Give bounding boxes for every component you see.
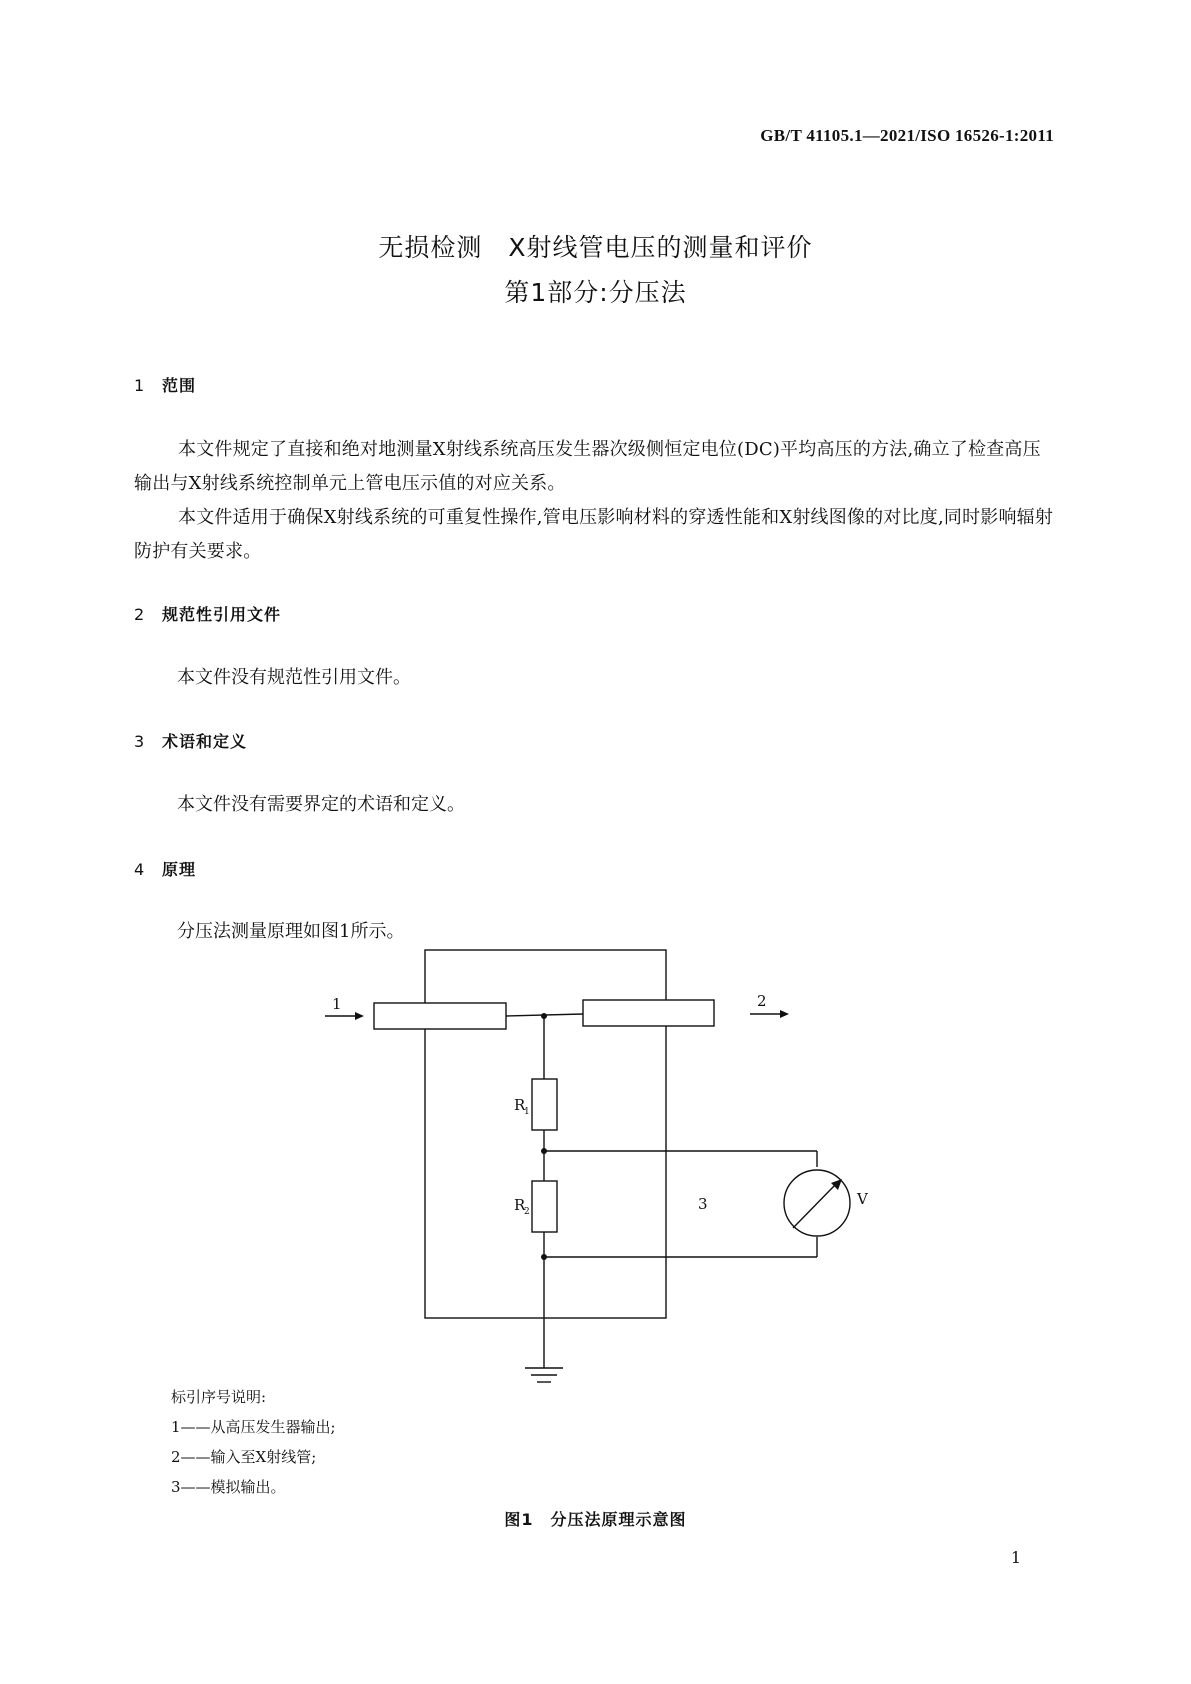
resistor-r1 <box>532 1079 557 1130</box>
voltmeter-needle-arrowhead <box>831 1179 842 1190</box>
section-heading-terms <box>134 729 247 752</box>
resistor-r2 <box>532 1181 557 1232</box>
section-number: 3 <box>134 732 146 751</box>
label-r2-subscript: 2 <box>524 1207 530 1217</box>
junction-dot <box>541 1013 547 1019</box>
voltmeter <box>784 1170 850 1236</box>
junction-dot <box>541 1254 547 1260</box>
section-number: 2 <box>134 605 146 624</box>
label-voltmeter: V <box>857 1190 868 1208</box>
enclosure-box <box>425 950 666 1318</box>
section-heading-refs <box>134 602 281 625</box>
section-number: 4 <box>134 860 146 879</box>
section-heading-scope <box>134 373 196 396</box>
scope-paragraph-2: 本文件适用于确保X射线系统的可重复性操作,管电压影响材料的穿透性能和X射线图像的对比度,同时影响辐射防护有关要求。 <box>134 507 1054 562</box>
section-title: 规范性引用文件 <box>162 605 282 624</box>
terms-paragraph: 本文件没有需要界定的术语和定义。 <box>177 794 465 815</box>
refs-paragraph: 本文件没有规范性引用文件。 <box>177 667 411 688</box>
output-arrowhead <box>780 1010 789 1018</box>
page-number: 1 <box>1010 1548 1021 1567</box>
junction-dot <box>541 1148 547 1154</box>
input-arrowhead <box>355 1012 364 1020</box>
principle-paragraph: 分压法测量原理如图1所示。 <box>177 921 405 942</box>
legend-item: 3——模拟输出。 <box>171 1478 286 1496</box>
figure-caption: 图1 分压法原理示意图 <box>504 1510 687 1529</box>
legend-title: 标引序号说明: <box>171 1388 267 1406</box>
link-wire <box>506 1014 583 1016</box>
section-number: 1 <box>134 376 146 395</box>
section-title: 原理 <box>162 860 197 879</box>
input-resistor <box>374 1003 506 1029</box>
doc-subtitle: 第1部分:分压法 <box>504 278 687 307</box>
doc-title: 无损检测 X射线管电压的测量和评价 <box>378 233 813 262</box>
label-input: 1 <box>332 995 342 1013</box>
legend-item: 2——输入至X射线管; <box>171 1448 317 1466</box>
scope-paragraph-1: 本文件规定了直接和绝对地测量X射线系统高压发生器次级侧恒定电位(DC)平均高压的方法,确立了检查高压输出与X射线系统控制单元上管电压示值的对应关系。 <box>134 439 1041 494</box>
voltmeter-needle <box>793 1184 836 1228</box>
label-r1-subscript: 1 <box>524 1107 530 1117</box>
label-output: 2 <box>757 992 767 1010</box>
standard-number: GB/T 41105.1—2021/ISO 16526-1:2011 <box>760 126 1054 145</box>
section-title: 范围 <box>162 376 197 395</box>
output-resistor <box>583 1000 714 1026</box>
label-analog-output: 3 <box>698 1195 708 1213</box>
label-r1: R <box>514 1096 526 1114</box>
section-heading-principle <box>134 857 196 880</box>
label-r2: R <box>514 1196 526 1214</box>
section-title: 术语和定义 <box>162 732 248 751</box>
legend-item: 1——从高压发生器输出; <box>171 1418 336 1436</box>
legend-block <box>171 1382 336 1502</box>
